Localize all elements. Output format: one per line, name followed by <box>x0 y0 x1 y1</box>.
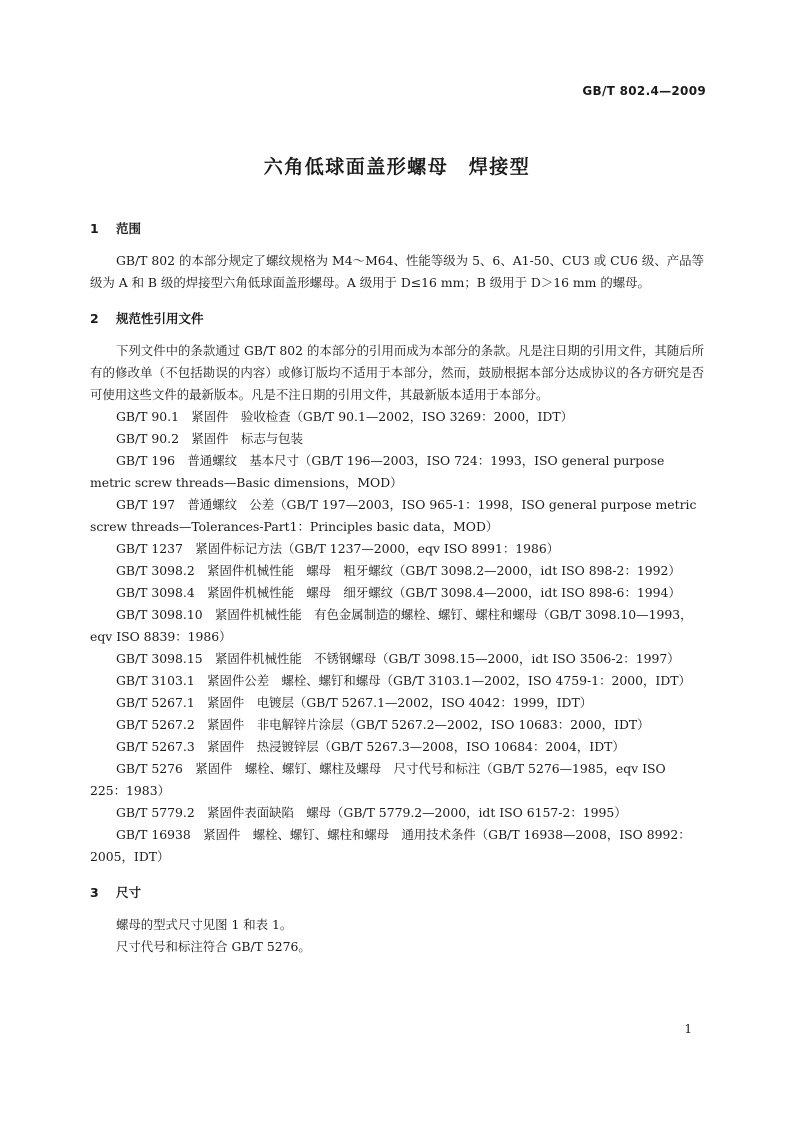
document-body <box>90 218 704 958</box>
reference-item: GB/T 3098.4 紧固件机械性能 螺母 细牙螺纹（GB/T 3098.4—2000，idt ISO 898-6：1994） <box>116 585 681 600</box>
reference-item: GB/T 5276 紧固件 螺栓、螺钉、螺柱及螺母 尺寸代号和标注（GB/T 5276—1985，eqv ISO 225：1983） <box>90 761 666 798</box>
reference-item: GB/T 3103.1 紧固件公差 螺栓、螺钉和螺母（GB/T 3103.1—2002，ISO 4759-1：2000，IDT） <box>116 673 691 688</box>
document-title: 六角低球面盖形螺母 焊接型 <box>263 156 531 178</box>
reference-item: GB/T 5779.2 紧固件表面缺陷 螺母（GB/T 5779.2—2000，idt ISO 6157-2：1995） <box>116 805 627 820</box>
section-title: 范围 <box>116 221 142 236</box>
section-heading-dimensions <box>90 882 704 904</box>
paragraph: 尺寸代号和标注符合 GB/T 5276。 <box>116 939 311 954</box>
reference-item: GB/T 16938 紧固件 螺栓、螺钉、螺柱和螺母 通用技术条件（GB/T 16938—2008，ISO 8992：2005，IDT） <box>90 827 691 864</box>
reference-item: GB/T 90.2 紧固件 标志与包装 <box>116 431 303 446</box>
section-number: 2 <box>90 311 99 326</box>
reference-item: GB/T 196 普通螺纹 基本尺寸（GB/T 196—2003，ISO 724：1993，ISO general purpose metric screw threads—Basic dimensions，MOD） <box>90 453 665 490</box>
paragraph: 下列文件中的条款通过 GB/T 802 的本部分的引用而成为本部分的条款。凡是注日期的引用文件，其随后所有的修改单（不包括勘误的内容）或修订版均不适用于本部分，然而，鼓励根据本部分达成协议的各方研究是否可使用这些文件的最新版本。凡是不注日期的引用文件，其最新版本适用于本部分。 <box>90 343 704 402</box>
reference-item: GB/T 3098.15 紧固件机械性能 不锈钢螺母（GB/T 3098.15—2000，idt ISO 3506-2：1997） <box>116 651 680 666</box>
reference-item: GB/T 3098.10 紧固件机械性能 有色金属制造的螺栓、螺钉、螺柱和螺母（GB/T 3098.10—1993，eqv ISO 8839：1986） <box>90 607 693 644</box>
paragraph: GB/T 802 的本部分规定了螺纹规格为 M4～M64、性能等级为 5、6、A1-50、CU3 或 CU6 级、产品等级为 A 和 B 级的焊接型六角低球面盖形螺母。A 级用于 D≤16 mm；B 级用于 D＞16 mm 的螺母。 <box>90 253 704 290</box>
page-number: 1 <box>684 1022 692 1036</box>
paragraph: 螺母的型式尺寸见图 1 和表 1。 <box>116 917 293 932</box>
reference-item: GB/T 197 普通螺纹 公差（GB/T 197—2003，ISO 965-1：1998，ISO general purpose metric screw threads—Tolerances-Part1：Principles basic data，MOD） <box>90 497 697 534</box>
section-title: 尺寸 <box>116 885 142 900</box>
section-title: 规范性引用文件 <box>116 311 204 326</box>
reference-item: GB/T 1237 紧固件标记方法（GB/T 1237—2000，eqv ISO 8991：1986） <box>116 541 560 556</box>
reference-item: GB/T 3098.2 紧固件机械性能 螺母 粗牙螺纹（GB/T 3098.2—2000，idt ISO 898-2：1992） <box>116 563 681 578</box>
reference-item: GB/T 5267.3 紧固件 热浸镀锌层（GB/T 5267.3—2008，ISO 10684：2004，IDT） <box>116 739 625 754</box>
section-number: 3 <box>90 885 99 900</box>
section-heading-normative-references <box>90 308 704 330</box>
reference-item: GB/T 5267.2 紧固件 非电解锌片涂层（GB/T 5267.2—2002，ISO 10683：2000，IDT） <box>116 717 650 732</box>
section-heading-scope <box>90 218 704 240</box>
reference-item: GB/T 5267.1 紧固件 电镀层（GB/T 5267.1—2002，ISO 4042：1999，IDT） <box>116 695 593 710</box>
standard-number: GB/T 802.4—2009 <box>582 84 706 98</box>
reference-item: GB/T 90.1 紧固件 验收检查（GB/T 90.1—2002，ISO 3269：2000，IDT） <box>116 409 573 424</box>
section-number: 1 <box>90 221 99 236</box>
